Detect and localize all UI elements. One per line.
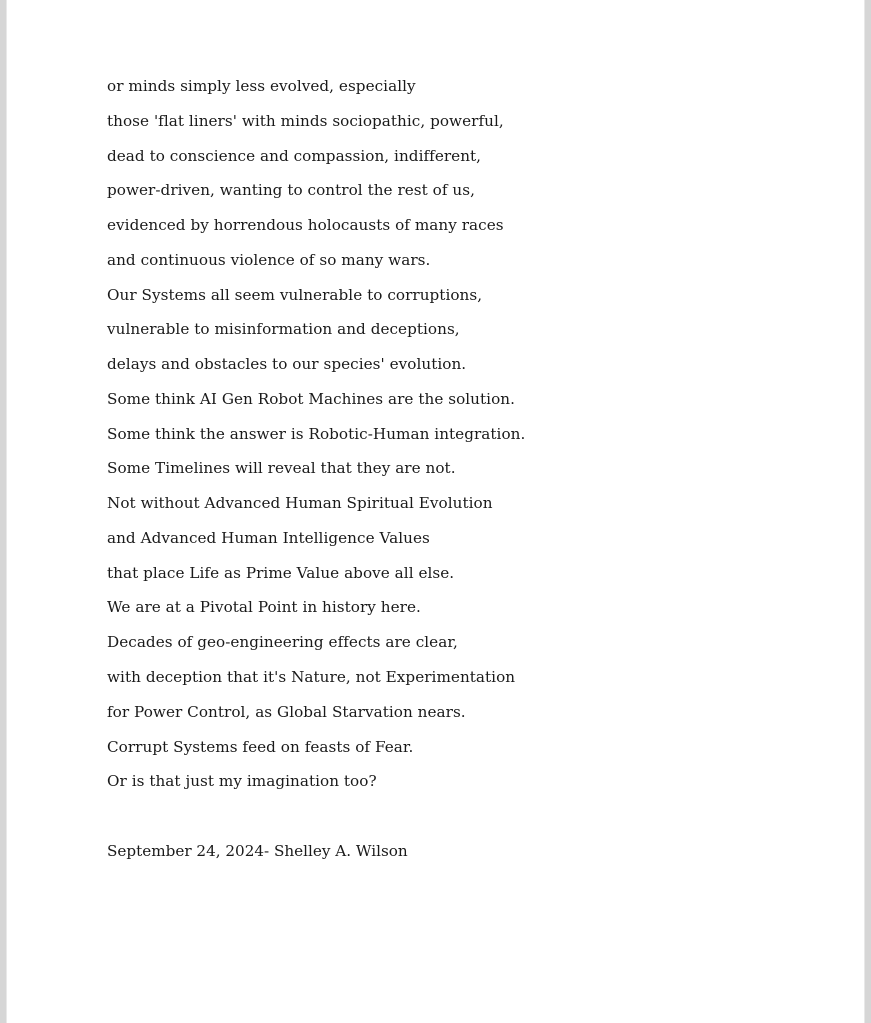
poem-line: evidenced by horrendous holocausts of many races — [107, 216, 504, 235]
poem-line: Not without Advanced Human Spiritual Evolution — [107, 494, 493, 513]
poem-body — [107, 74, 525, 804]
poem-line: Decades of geo-engineering effects are clear, — [107, 633, 458, 652]
poem-line: delays and obstacles to our species' evolution. — [107, 355, 467, 374]
poem-line: with deception that it's Nature, not Experimentation — [107, 668, 516, 687]
poem-line: Our Systems all seem vulnerable to corruptions, — [107, 285, 483, 304]
poem-line: and continuous violence of so many wars. — [107, 250, 431, 269]
document-page — [6, 0, 865, 1023]
poem-line: We are at a Pivotal Point in history here. — [107, 598, 421, 617]
poem-line: Corrupt Systems feed on feasts of Fear. — [107, 737, 414, 756]
poem-line: Some think AI Gen Robot Machines are the solution. — [107, 389, 515, 408]
poem-line: Some think the answer is Robotic-Human integration. — [107, 424, 526, 443]
poem-line: and Advanced Human Intelligence Values — [107, 528, 430, 547]
poem-line: dead to conscience and compassion, indifferent, — [107, 146, 482, 165]
poem-line: Or is that just my imagination too? — [107, 772, 377, 791]
poem-line: vulnerable to misinformation and deceptions, — [107, 320, 460, 339]
poem-line: or minds simply less evolved, especially — [107, 77, 416, 95]
poem-line: for Power Control, as Global Starvation nears. — [107, 702, 466, 721]
signature-line: September 24, 2024- Shelley A. Wilson — [107, 842, 408, 860]
poem-line: that place Life as Prime Value above all else. — [107, 563, 455, 582]
poem-line: those 'flat liners' with minds sociopathic, powerful, — [107, 111, 504, 130]
poem-line: power-driven, wanting to control the rest of us, — [107, 181, 475, 200]
poem-line: Some Timelines will reveal that they are not. — [107, 459, 456, 478]
